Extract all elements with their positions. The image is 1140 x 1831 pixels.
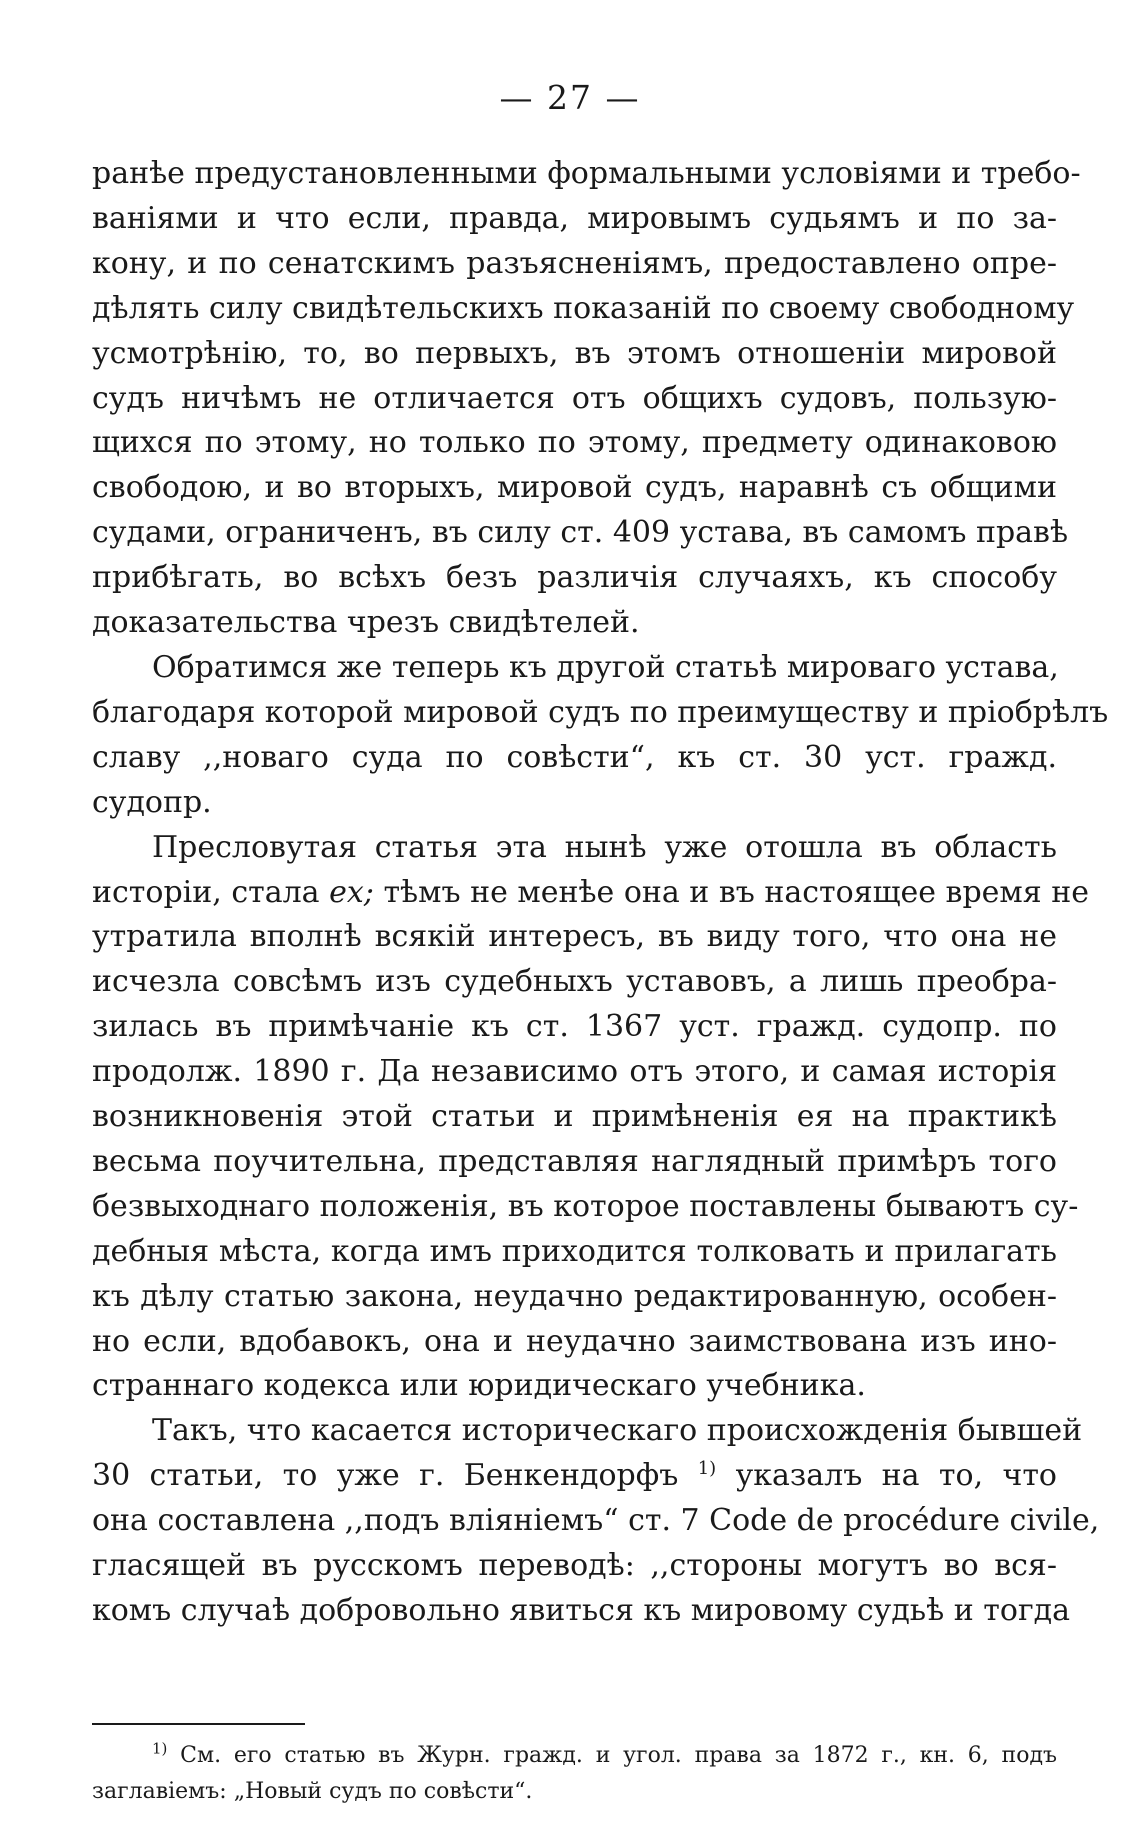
text-line: Обратимся же теперь къ другой статьѣ мироваго устава,: [152, 649, 1059, 685]
text-segment: указалъ на то, что: [735, 1458, 1057, 1494]
text-line: страннаго кодекса или юридическаго учебника.: [92, 1368, 866, 1404]
paragraph-1: [92, 152, 1081, 646]
footnote-line: заглавіемъ: „Новый судъ по совѣсти“.: [92, 1779, 533, 1804]
text-line: возникновенія этой статьи и примѣненія ея на практикѣ: [92, 1099, 1057, 1135]
footnote: [92, 1738, 1057, 1810]
text-line: но если, вдобавокъ, она и неудачно заимствована изъ ино-: [92, 1323, 1057, 1359]
page-number: — 27 —: [499, 78, 641, 117]
text-line: утратила вполнѣ всякій интересъ, въ виду того, что она не: [92, 919, 1057, 955]
text-line: исчезла совсѣмъ изъ судебныхъ уставовъ, а лишь преобра-: [92, 964, 1057, 1000]
footnote-divider: [92, 1723, 305, 1725]
italic-text: ex;: [329, 874, 374, 910]
paragraph-2: [92, 646, 1109, 826]
text-line: судопр.: [92, 784, 212, 820]
text-line: Пресловутая статья эта нынѣ уже отошла въ область: [152, 829, 1057, 865]
footnote-mark: 1): [152, 1739, 168, 1758]
text-line: гласящей въ русскомъ переводѣ: ,,стороны могутъ во вся-: [92, 1548, 1057, 1584]
text-segment: 30 статьи, то уже г. Бенкендорфъ: [92, 1458, 679, 1494]
text-line: ваніями и что если, правда, мировымъ судьямъ и по за-: [92, 200, 1057, 236]
text-line: [92, 871, 1089, 916]
body-text: [92, 152, 1109, 1634]
text-line: кону, и по сенатскимъ разъясненіямъ, предоставлено опре-: [92, 245, 1057, 281]
text-line: ранѣе предустановленными формальными условіями и требо-: [92, 156, 1081, 191]
text-line: свободою, и во вторыхъ, мировой судъ, наравнѣ съ общими: [92, 470, 1057, 506]
text-line: весьма поучительна, представляя наглядный примѣръ того: [92, 1143, 1057, 1179]
text-line: комъ случаѣ добровольно явиться къ мировому судьѣ и тогда: [92, 1593, 1071, 1628]
text-line: прибѣгать, во всѣхъ безъ различія случаяхъ, къ способу: [92, 560, 1057, 596]
text-line: благодаря которой мировой судъ по преимуществу и пріобрѣлъ: [92, 694, 1109, 730]
text-line: щихся по этому, но только по этому, предмету одинаковою: [92, 425, 1057, 461]
text-line: славу ,,новаго суда по совѣсти“, къ ст. 30 уст. гражд.: [92, 739, 1057, 775]
footnote-reference: 1): [697, 1458, 717, 1480]
footnote-text: См. его статью въ Журн. гражд. и угол. права за 1872 г., кн. 6, подъ: [180, 1743, 1057, 1768]
text-line: она составлена ,,подъ вліяніемъ“ ст. 7 Code de procédure civile,: [92, 1503, 1100, 1539]
text-line: продолж. 1890 г. Да независимо отъ этого, и самая исторія: [92, 1054, 1057, 1090]
text-line: усмотрѣнію, то, во первыхъ, въ этомъ отношеніи мировой: [92, 335, 1057, 371]
text-line: Такъ, что касается историческаго происхожденія бывшей: [152, 1413, 1083, 1449]
text-line: безвыходнаго положенія, въ которое поставлены бываютъ су-: [92, 1188, 1079, 1224]
text-line: судами, ограниченъ, въ силу ст. 409 устава, въ самомъ правѣ: [92, 515, 1069, 551]
paragraph-4: [92, 1409, 1100, 1634]
text-line: зилась въ примѣчаніе къ ст. 1367 уст. гражд. судопр. по: [92, 1009, 1057, 1045]
text-line: дебныя мѣста, когда имъ приходится толковать и прилагать: [92, 1233, 1057, 1269]
footnote-line: [92, 1738, 1057, 1774]
text-line: дѣлять силу свидѣтельскихъ показаній по своему свободному: [92, 290, 1075, 326]
paragraph-3: [92, 826, 1089, 1410]
text-line: доказательства чрезъ свидѣтелей.: [92, 605, 640, 641]
text-line: судъ ничѣмъ не отличается отъ общихъ судовъ, пользую-: [92, 380, 1057, 416]
text-segment: тѣмъ не менѣе она и въ настоящее время не: [383, 874, 1089, 910]
text-line: къ дѣлу статью закона, неудачно редактированную, особен-: [92, 1278, 1057, 1314]
text-segment: исторіи, стала: [92, 874, 320, 910]
text-line: [92, 1454, 1057, 1499]
